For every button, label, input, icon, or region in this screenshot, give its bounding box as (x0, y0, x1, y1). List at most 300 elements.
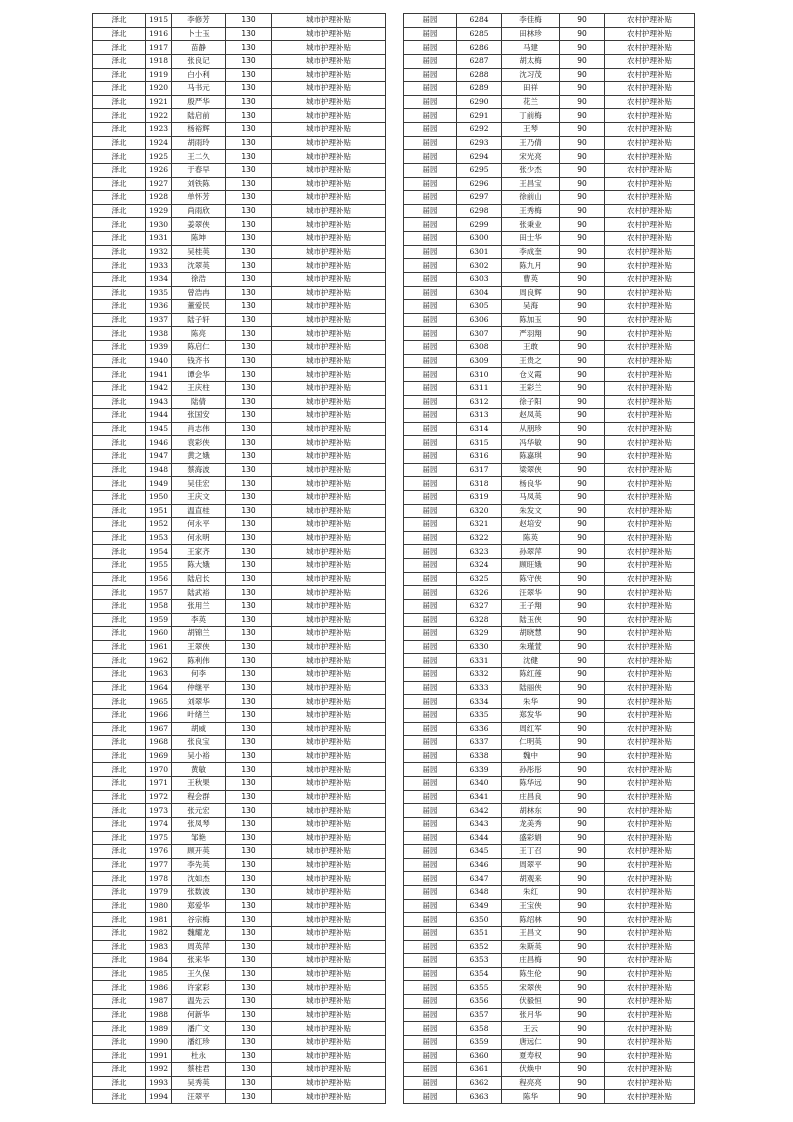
table-row (93, 845, 386, 859)
name-cell: 张良宝 (172, 736, 226, 750)
name-cell: 赵凤英 (502, 409, 560, 423)
table-row (93, 572, 386, 586)
table-row (93, 817, 386, 831)
subsidy-type-cell: 农村护理补贴 (605, 981, 695, 995)
amount-cell: 130 (226, 436, 272, 450)
amount-cell: 90 (560, 422, 605, 436)
serial-number-cell: 1915 (146, 14, 172, 28)
name-cell: 王久保 (172, 967, 226, 981)
amount-cell: 130 (226, 913, 272, 927)
serial-number-cell: 6326 (457, 586, 502, 600)
serial-number-cell: 6334 (457, 695, 502, 709)
serial-number-cell: 6348 (457, 886, 502, 900)
area-cell: 届园 (404, 777, 457, 791)
amount-cell: 90 (560, 995, 605, 1009)
subsidy-type-cell: 城市护理补贴 (272, 109, 386, 123)
area-cell: 泽北 (93, 395, 146, 409)
serial-number-cell: 1961 (146, 640, 172, 654)
subsidy-type-cell: 城市护理补贴 (272, 422, 386, 436)
serial-number-cell: 1964 (146, 681, 172, 695)
subsidy-type-cell: 农村护理补贴 (605, 722, 695, 736)
area-cell: 泽北 (93, 668, 146, 682)
table-row (404, 681, 695, 695)
area-cell: 泽北 (93, 831, 146, 845)
area-cell: 泽北 (93, 177, 146, 191)
area-cell: 泽北 (93, 54, 146, 68)
subsidy-type-cell: 农村护理补贴 (605, 545, 695, 559)
subsidy-type-cell: 农村护理补贴 (605, 763, 695, 777)
table-row (93, 463, 386, 477)
amount-cell: 130 (226, 627, 272, 641)
serial-number-cell: 6340 (457, 777, 502, 791)
table-row (93, 518, 386, 532)
name-cell: 顾开英 (172, 845, 226, 859)
subsidy-type-cell: 农村护理补贴 (605, 381, 695, 395)
table-row (404, 559, 695, 573)
serial-number-cell: 1945 (146, 422, 172, 436)
subsidy-type-cell: 城市护理补贴 (272, 640, 386, 654)
serial-number-cell: 1978 (146, 872, 172, 886)
table-row (93, 123, 386, 137)
name-cell: 丁前梅 (502, 109, 560, 123)
amount-cell: 130 (226, 845, 272, 859)
table-row (93, 872, 386, 886)
name-cell: 姜翠侠 (172, 218, 226, 232)
amount-cell: 130 (226, 272, 272, 286)
serial-number-cell: 6302 (457, 259, 502, 273)
area-cell: 泽北 (93, 109, 146, 123)
table-row (93, 695, 386, 709)
subsidy-type-cell: 农村护理补贴 (605, 926, 695, 940)
table-row (404, 872, 695, 886)
name-cell: 宋翠侠 (502, 981, 560, 995)
amount-cell: 90 (560, 559, 605, 573)
name-cell: 赵培安 (502, 518, 560, 532)
name-cell: 尚雨欣 (172, 204, 226, 218)
serial-number-cell: 6347 (457, 872, 502, 886)
name-cell: 周良辉 (502, 286, 560, 300)
amount-cell: 130 (226, 354, 272, 368)
serial-number-cell: 6299 (457, 218, 502, 232)
amount-cell: 90 (560, 763, 605, 777)
subsidy-type-cell: 农村护理补贴 (605, 858, 695, 872)
table-row (93, 749, 386, 763)
amount-cell: 90 (560, 259, 605, 273)
name-cell: 陈九月 (502, 259, 560, 273)
name-cell: 王庆柱 (172, 381, 226, 395)
name-cell: 沈翠英 (172, 259, 226, 273)
name-cell: 仲继平 (172, 681, 226, 695)
name-cell: 温先云 (172, 995, 226, 1009)
area-cell: 泽北 (93, 504, 146, 518)
name-cell: 陈英 (502, 531, 560, 545)
area-cell: 泽北 (93, 259, 146, 273)
subsidy-type-cell: 农村护理补贴 (605, 954, 695, 968)
subsidy-type-cell: 城市护理补贴 (272, 804, 386, 818)
table-row (404, 54, 695, 68)
serial-number-cell: 1977 (146, 858, 172, 872)
name-cell: 吴小裕 (172, 749, 226, 763)
subsidy-type-cell: 城市护理补贴 (272, 395, 386, 409)
subsidy-type-cell: 农村护理补贴 (605, 1022, 695, 1036)
amount-cell: 130 (226, 313, 272, 327)
name-cell: 徐前山 (502, 191, 560, 205)
amount-cell: 130 (226, 1049, 272, 1063)
amount-cell: 90 (560, 640, 605, 654)
subsidy-type-cell: 城市护理补贴 (272, 545, 386, 559)
amount-cell: 130 (226, 708, 272, 722)
amount-cell: 90 (560, 777, 605, 791)
area-cell: 届园 (404, 54, 457, 68)
subsidy-type-cell: 农村护理补贴 (605, 531, 695, 545)
area-cell: 届园 (404, 68, 457, 82)
table-row (93, 559, 386, 573)
area-cell: 届园 (404, 450, 457, 464)
name-cell: 胡锦兰 (172, 627, 226, 641)
amount-cell: 130 (226, 68, 272, 82)
table-row (93, 82, 386, 96)
serial-number-cell: 6320 (457, 504, 502, 518)
area-cell: 泽北 (93, 191, 146, 205)
amount-cell: 130 (226, 995, 272, 1009)
area-cell: 泽北 (93, 899, 146, 913)
area-cell: 届园 (404, 136, 457, 150)
amount-cell: 130 (226, 95, 272, 109)
area-cell: 泽北 (93, 531, 146, 545)
amount-cell: 130 (226, 967, 272, 981)
table-row (404, 995, 695, 1009)
name-cell: 马书元 (172, 82, 226, 96)
subsidy-type-cell: 城市护理补贴 (272, 613, 386, 627)
subsidy-type-cell: 农村护理补贴 (605, 82, 695, 96)
name-cell: 苗静 (172, 41, 226, 55)
area-cell: 届园 (404, 926, 457, 940)
name-cell: 程会群 (172, 790, 226, 804)
area-cell: 届园 (404, 218, 457, 232)
area-cell: 届园 (404, 27, 457, 41)
name-cell: 黄敏 (172, 763, 226, 777)
serial-number-cell: 1969 (146, 749, 172, 763)
area-cell: 泽北 (93, 817, 146, 831)
table-row (93, 68, 386, 82)
table-row (404, 191, 695, 205)
serial-number-cell: 6323 (457, 545, 502, 559)
amount-cell: 90 (560, 586, 605, 600)
table-row (404, 354, 695, 368)
serial-number-cell: 1993 (146, 1076, 172, 1090)
amount-cell: 130 (226, 722, 272, 736)
area-cell: 泽北 (93, 68, 146, 82)
name-cell: 陈利伟 (172, 654, 226, 668)
serial-number-cell: 1931 (146, 232, 172, 246)
table-row (404, 627, 695, 641)
area-cell: 届园 (404, 559, 457, 573)
subsidy-type-cell: 农村护理补贴 (605, 708, 695, 722)
subsidy-type-cell: 城市护理补贴 (272, 313, 386, 327)
subsidy-type-cell: 城市护理补贴 (272, 1063, 386, 1077)
table-row (93, 613, 386, 627)
area-cell: 届园 (404, 232, 457, 246)
area-cell: 届园 (404, 695, 457, 709)
table-row (404, 232, 695, 246)
area-cell: 泽北 (93, 586, 146, 600)
table-row (404, 123, 695, 137)
amount-cell: 130 (226, 940, 272, 954)
table-row (404, 490, 695, 504)
name-cell: 徐浩 (172, 272, 226, 286)
table-row (404, 204, 695, 218)
name-cell: 王翠侠 (172, 640, 226, 654)
table-row (93, 232, 386, 246)
subsidy-type-cell: 城市护理补贴 (272, 1035, 386, 1049)
amount-cell: 90 (560, 831, 605, 845)
serial-number-cell: 1968 (146, 736, 172, 750)
subsidy-type-cell: 城市护理补贴 (272, 341, 386, 355)
name-cell: 陈守侠 (502, 572, 560, 586)
name-cell: 沈习茂 (502, 68, 560, 82)
area-cell: 届园 (404, 749, 457, 763)
area-cell: 届园 (404, 640, 457, 654)
serial-number-cell: 1967 (146, 722, 172, 736)
amount-cell: 130 (226, 777, 272, 791)
name-cell: 陈启仁 (172, 341, 226, 355)
subsidy-type-cell: 农村护理补贴 (605, 913, 695, 927)
subsidy-type-cell: 农村护理补贴 (605, 1008, 695, 1022)
subsidy-type-cell: 城市护理补贴 (272, 954, 386, 968)
subsidy-type-cell: 农村护理补贴 (605, 463, 695, 477)
area-cell: 届园 (404, 995, 457, 1009)
amount-cell: 130 (226, 749, 272, 763)
table-row (404, 1076, 695, 1090)
table-row (404, 967, 695, 981)
amount-cell: 130 (226, 1063, 272, 1077)
serial-number-cell: 1949 (146, 477, 172, 491)
name-cell: 何永平 (172, 518, 226, 532)
name-cell: 陈生伦 (502, 967, 560, 981)
area-cell: 届园 (404, 913, 457, 927)
serial-number-cell: 6332 (457, 668, 502, 682)
name-cell: 孙彤彤 (502, 763, 560, 777)
subsidy-type-cell: 农村护理补贴 (605, 886, 695, 900)
serial-number-cell: 1941 (146, 368, 172, 382)
serial-number-cell: 1959 (146, 613, 172, 627)
table-row (93, 422, 386, 436)
subsidy-type-cell: 城市护理补贴 (272, 436, 386, 450)
table-row (404, 586, 695, 600)
amount-cell: 130 (226, 422, 272, 436)
table-row (404, 1049, 695, 1063)
serial-number-cell: 1987 (146, 995, 172, 1009)
table-row (404, 1063, 695, 1077)
amount-cell: 90 (560, 123, 605, 137)
name-cell: 仓义霞 (502, 368, 560, 382)
name-cell: 吴佳宏 (172, 477, 226, 491)
area-cell: 泽北 (93, 886, 146, 900)
area-cell: 届园 (404, 831, 457, 845)
serial-number-cell: 1988 (146, 1008, 172, 1022)
name-cell: 汪翠平 (172, 1090, 226, 1104)
name-cell: 李佳梅 (502, 14, 560, 28)
name-cell: 王丁召 (502, 845, 560, 859)
amount-cell: 130 (226, 286, 272, 300)
subsidy-type-cell: 城市护理补贴 (272, 681, 386, 695)
table-row (93, 368, 386, 382)
subsidy-type-cell: 农村护理补贴 (605, 218, 695, 232)
area-cell: 泽北 (93, 272, 146, 286)
subsidy-type-cell: 农村护理补贴 (605, 41, 695, 55)
subsidy-type-cell: 农村护理补贴 (605, 272, 695, 286)
name-cell: 王二久 (172, 150, 226, 164)
table-row (404, 259, 695, 273)
serial-number-cell: 1934 (146, 272, 172, 286)
subsidy-type-cell: 城市护理补贴 (272, 722, 386, 736)
subsidy-type-cell: 农村护理补贴 (605, 845, 695, 859)
name-cell: 郑发华 (502, 708, 560, 722)
amount-cell: 130 (226, 1022, 272, 1036)
subsidy-type-cell: 城市护理补贴 (272, 668, 386, 682)
amount-cell: 90 (560, 68, 605, 82)
amount-cell: 130 (226, 150, 272, 164)
amount-cell: 130 (226, 518, 272, 532)
subsidy-type-cell: 农村护理补贴 (605, 368, 695, 382)
serial-number-cell: 1980 (146, 899, 172, 913)
name-cell: 杨裕辉 (172, 123, 226, 137)
name-cell: 张来华 (172, 954, 226, 968)
table-row (404, 954, 695, 968)
amount-cell: 130 (226, 1008, 272, 1022)
table-row (404, 150, 695, 164)
subsidy-type-cell: 城市护理补贴 (272, 204, 386, 218)
area-cell: 届园 (404, 150, 457, 164)
table-row (404, 545, 695, 559)
area-cell: 泽北 (93, 954, 146, 968)
table-row (404, 300, 695, 314)
area-cell: 届园 (404, 722, 457, 736)
name-cell: 严羽翔 (502, 327, 560, 341)
name-cell: 王彩兰 (502, 381, 560, 395)
subsidy-type-cell: 农村护理补贴 (605, 54, 695, 68)
table-row (93, 586, 386, 600)
area-cell: 届园 (404, 422, 457, 436)
name-cell: 马凤英 (502, 490, 560, 504)
subsidy-type-cell: 城市护理补贴 (272, 845, 386, 859)
table-row (404, 572, 695, 586)
amount-cell: 130 (226, 736, 272, 750)
serial-number-cell: 6286 (457, 41, 502, 55)
area-cell: 届园 (404, 123, 457, 137)
subsidy-type-cell: 农村护理补贴 (605, 1076, 695, 1090)
serial-number-cell: 1947 (146, 450, 172, 464)
amount-cell: 130 (226, 804, 272, 818)
subsidy-type-cell: 农村护理补贴 (605, 14, 695, 28)
amount-cell: 130 (226, 1090, 272, 1104)
table-row (404, 436, 695, 450)
name-cell: 钱齐书 (172, 354, 226, 368)
name-cell: 张元宏 (172, 804, 226, 818)
table-row (404, 163, 695, 177)
subsidy-type-cell: 城市护理补贴 (272, 559, 386, 573)
amount-cell: 130 (226, 204, 272, 218)
amount-cell: 90 (560, 899, 605, 913)
amount-cell: 90 (560, 872, 605, 886)
subsidy-type-cell: 农村护理补贴 (605, 109, 695, 123)
area-cell: 泽北 (93, 490, 146, 504)
serial-number-cell: 1956 (146, 572, 172, 586)
amount-cell: 130 (226, 559, 272, 573)
name-cell: 仁明英 (502, 736, 560, 750)
subsidy-type-cell: 农村护理补贴 (605, 477, 695, 491)
serial-number-cell: 6322 (457, 531, 502, 545)
serial-number-cell: 6297 (457, 191, 502, 205)
name-cell: 胡林东 (502, 804, 560, 818)
serial-number-cell: 6305 (457, 300, 502, 314)
amount-cell: 90 (560, 204, 605, 218)
serial-number-cell: 6329 (457, 627, 502, 641)
area-cell: 届园 (404, 463, 457, 477)
name-cell: 张良记 (172, 54, 226, 68)
amount-cell: 130 (226, 490, 272, 504)
table-row (93, 777, 386, 791)
table-row (404, 95, 695, 109)
amount-cell: 90 (560, 940, 605, 954)
amount-cell: 130 (226, 14, 272, 28)
table-row (404, 477, 695, 491)
area-cell: 届园 (404, 286, 457, 300)
table-row (404, 177, 695, 191)
table-row (93, 531, 386, 545)
amount-cell: 90 (560, 150, 605, 164)
area-cell: 届园 (404, 940, 457, 954)
table-row (404, 599, 695, 613)
name-cell: 王昌文 (502, 926, 560, 940)
table-row (404, 109, 695, 123)
name-cell: 陈绍林 (502, 913, 560, 927)
serial-number-cell: 6291 (457, 109, 502, 123)
table-row (404, 981, 695, 995)
area-cell: 泽北 (93, 136, 146, 150)
name-cell: 周红军 (502, 722, 560, 736)
serial-number-cell: 1979 (146, 886, 172, 900)
area-cell: 届园 (404, 531, 457, 545)
table-row (93, 490, 386, 504)
area-cell: 泽北 (93, 422, 146, 436)
table-row (404, 654, 695, 668)
area-cell: 届园 (404, 490, 457, 504)
area-cell: 届园 (404, 395, 457, 409)
subsidy-type-cell: 城市护理补贴 (272, 708, 386, 722)
amount-cell: 90 (560, 177, 605, 191)
table-row (404, 1008, 695, 1022)
amount-cell: 90 (560, 1008, 605, 1022)
name-cell: 王敢 (502, 341, 560, 355)
name-cell: 李英 (172, 613, 226, 627)
amount-cell: 130 (226, 27, 272, 41)
subsidy-type-cell: 城市护理补贴 (272, 381, 386, 395)
amount-cell: 130 (226, 681, 272, 695)
table-row (93, 109, 386, 123)
area-cell: 届园 (404, 763, 457, 777)
area-cell: 届园 (404, 245, 457, 259)
name-cell: 白小利 (172, 68, 226, 82)
subsidy-type-cell: 城市护理补贴 (272, 817, 386, 831)
table-row (93, 545, 386, 559)
serial-number-cell: 6345 (457, 845, 502, 859)
name-cell: 马建 (502, 41, 560, 55)
amount-cell: 130 (226, 409, 272, 423)
right-subsidy-table (403, 13, 695, 1104)
subsidy-type-cell: 城市护理补贴 (272, 272, 386, 286)
table-row (93, 722, 386, 736)
